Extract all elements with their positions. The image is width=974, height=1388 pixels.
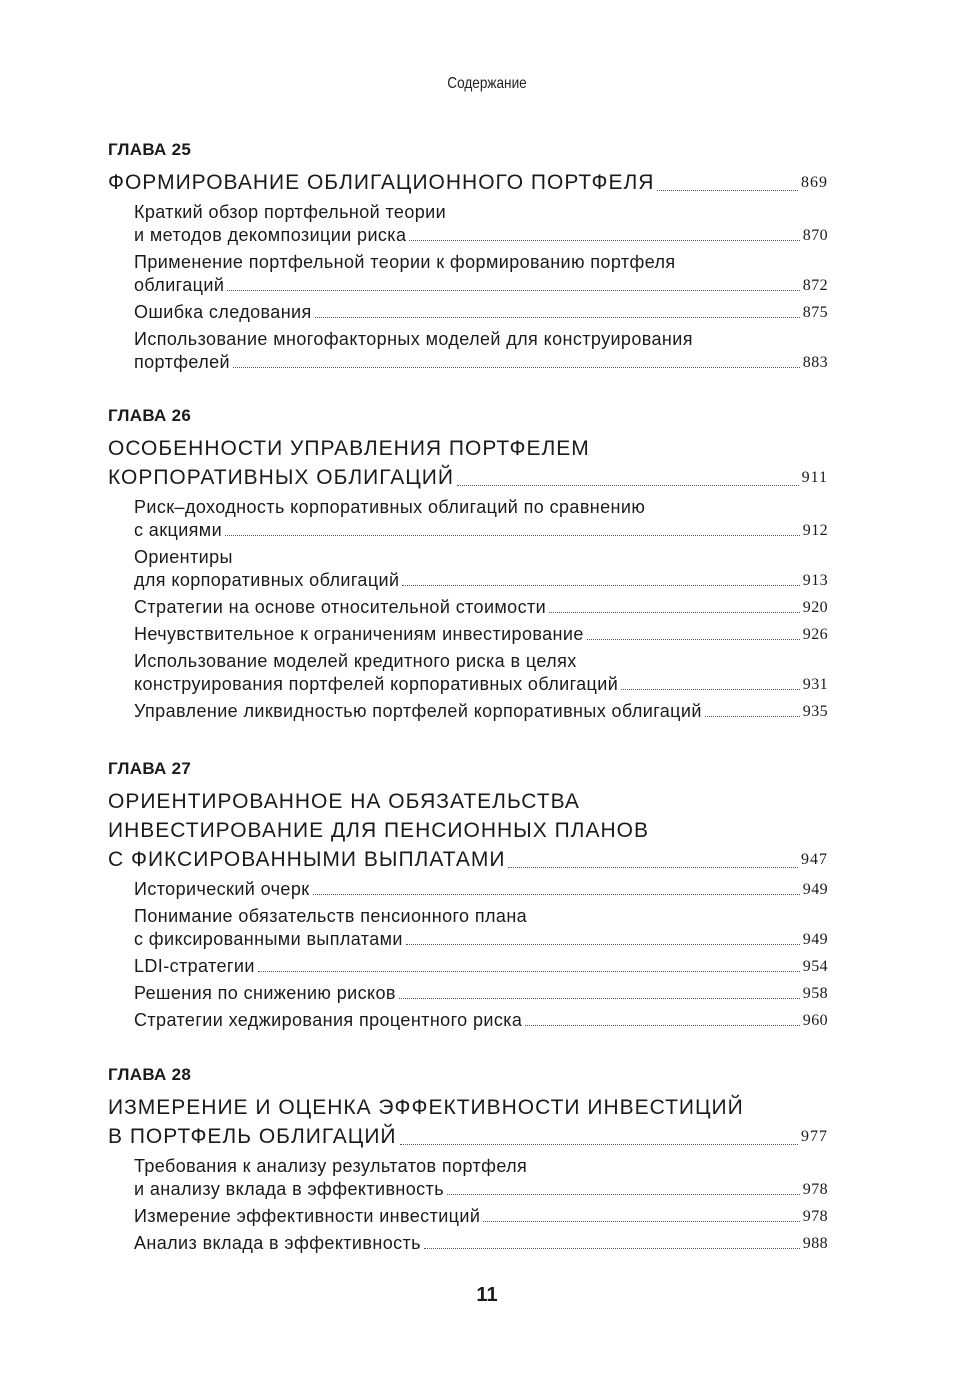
chapter-28: [108, 1065, 828, 1255]
leader-dots: [227, 290, 800, 291]
leader-dots: [315, 317, 800, 318]
section-line: портфелей: [134, 352, 231, 372]
chapter-26: [108, 406, 828, 723]
leader-dots: [233, 367, 800, 368]
section-line: для корпоративных облигаций: [134, 570, 400, 590]
page-ref: 958: [802, 985, 828, 1002]
leader-dots: [400, 1144, 798, 1145]
chapter-label: ГЛАВА 27: [108, 759, 192, 778]
section-line: Решения по снижению рисков: [134, 983, 396, 1003]
leader-dots: [587, 639, 800, 640]
page-ref: 883: [802, 354, 828, 371]
leader-dots: [399, 998, 800, 999]
chapter-title-line: ИНВЕСТИРОВАНИЕ ДЛЯ ПЕНСИОННЫХ ПЛАНОВ: [108, 819, 649, 842]
page-ref: 960: [802, 1012, 828, 1029]
section-line: Использование многофакторных моделей для конструирования: [134, 329, 693, 349]
page-ref: 931: [802, 676, 828, 693]
page-ref: 978: [802, 1181, 828, 1198]
toc-section[interactable]: [134, 546, 828, 592]
chapter-title-line: ОСОБЕННОСТИ УПРАВЛЕНИЯ ПОРТФЕЛЕМ: [108, 437, 590, 460]
chapter-title[interactable]: [108, 787, 828, 874]
chapter-title[interactable]: [108, 1093, 828, 1151]
section-line: Стратегии на основе относительной стоимости: [134, 597, 547, 617]
leader-dots: [549, 612, 800, 613]
leader-dots: [457, 485, 799, 486]
leader-dots: [258, 971, 800, 972]
section-line: Требования к анализу результатов портфеля: [134, 1156, 528, 1176]
leader-dots: [447, 1194, 800, 1195]
page-ref: 947: [801, 851, 828, 868]
page-ref: 988: [802, 1235, 828, 1252]
section-line: конструирования портфелей корпоративных облигаций: [134, 674, 619, 694]
toc-section[interactable]: [134, 201, 828, 247]
page-ref: 949: [802, 881, 828, 898]
toc-section[interactable]: [134, 700, 828, 723]
leader-dots: [424, 1248, 800, 1249]
leader-dots: [313, 894, 800, 895]
page-ref: 926: [802, 626, 828, 643]
leader-dots: [705, 716, 800, 717]
section-line: с акциями: [134, 520, 223, 540]
chapter-title-line: КОРПОРАТИВНЫХ ОБЛИГАЦИЙ: [108, 466, 454, 489]
section-line: Исторический очерк: [134, 879, 310, 899]
section-line: Использование моделей кредитного риска в целях: [134, 651, 577, 671]
leader-dots: [225, 535, 800, 536]
toc-section[interactable]: [134, 1205, 828, 1228]
page-ref: 920: [802, 599, 828, 616]
toc-section[interactable]: [134, 1009, 828, 1032]
page-ref: 978: [802, 1208, 828, 1225]
toc-section[interactable]: [134, 328, 828, 374]
leader-dots: [406, 944, 800, 945]
leader-dots: [409, 240, 799, 241]
chapter-label: ГЛАВА 28: [108, 1065, 192, 1084]
chapter-title-line: ИЗМЕРЕНИЕ И ОЦЕНКА ЭФФЕКТИВНОСТИ ИНВЕСТИЦИЙ: [108, 1096, 744, 1119]
chapter-title-line: В ПОРТФЕЛЬ ОБЛИГАЦИЙ: [108, 1125, 397, 1148]
leader-dots: [657, 190, 798, 191]
toc-section[interactable]: [134, 496, 828, 542]
running-head: Содержание: [447, 75, 527, 92]
section-line: Ориентиры: [134, 547, 233, 567]
toc-section[interactable]: [134, 982, 828, 1005]
toc-section[interactable]: [134, 596, 828, 619]
toc-section[interactable]: [134, 251, 828, 297]
toc-section[interactable]: [134, 955, 828, 978]
section-line: с фиксированными выплатами: [134, 929, 403, 949]
section-line: Применение портфельной теории к формированию портфеля: [134, 252, 676, 272]
chapter-label: ГЛАВА 25: [108, 140, 192, 159]
chapter-25: [108, 140, 828, 374]
toc-section[interactable]: [134, 623, 828, 646]
toc-section[interactable]: [134, 1232, 828, 1255]
section-line: и анализу вклада в эффективность: [134, 1179, 444, 1199]
section-line: Ошибка следования: [134, 302, 312, 322]
page-ref: 911: [801, 469, 828, 486]
chapter-label: ГЛАВА 26: [108, 406, 192, 425]
section-line: Риск–доходность корпоративных облигаций по сравнению: [134, 497, 646, 517]
page-number: 11: [476, 1284, 498, 1306]
page-ref: 875: [802, 304, 828, 321]
section-line: Измерение эффективности инвестиций: [134, 1206, 481, 1226]
section-line: Анализ вклада в эффективность: [134, 1233, 421, 1253]
page-ref: 954: [802, 958, 828, 975]
chapter-title-line: ОРИЕНТИРОВАННОЕ НА ОБЯЗАТЕЛЬСТВА: [108, 790, 580, 813]
chapter-27: [108, 759, 828, 1032]
section-line: Краткий обзор портфельной теории: [134, 202, 447, 222]
leader-dots: [508, 867, 798, 868]
page-ref: 977: [801, 1128, 828, 1145]
toc-section[interactable]: [134, 878, 828, 901]
page-ref: 869: [801, 174, 828, 191]
chapter-title-line: С ФИКСИРОВАННЫМИ ВЫПЛАТАМИ: [108, 848, 506, 871]
chapter-title[interactable]: [108, 168, 828, 197]
section-line: облигаций: [134, 275, 225, 295]
page-ref: 872: [802, 277, 828, 294]
chapter-title-line: ФОРМИРОВАНИЕ ОБЛИГАЦИОННОГО ПОРТФЕЛЯ: [108, 171, 655, 194]
leader-dots: [525, 1025, 800, 1026]
page-ref: 935: [802, 703, 828, 720]
toc-section[interactable]: [134, 1155, 828, 1201]
page-ref: 870: [802, 227, 828, 244]
section-line: Нечувствительное к ограничениям инвестирование: [134, 624, 584, 644]
toc-section[interactable]: [134, 650, 828, 696]
section-line: LDI-стратегии: [134, 956, 255, 976]
leader-dots: [621, 689, 800, 690]
section-line: и методов декомпозиции риска: [134, 225, 407, 245]
toc-section[interactable]: [134, 905, 828, 951]
page-ref: 949: [802, 931, 828, 948]
page-ref: 913: [802, 572, 828, 589]
leader-dots: [402, 585, 799, 586]
leader-dots: [483, 1221, 800, 1222]
chapter-title[interactable]: [108, 434, 828, 492]
page-ref: 912: [802, 522, 828, 539]
section-line: Управление ликвидностью портфелей корпоративных облигаций: [134, 701, 702, 721]
section-line: Стратегии хеджирования процентного риска: [134, 1010, 523, 1030]
section-line: Понимание обязательств пенсионного плана: [134, 906, 528, 926]
toc-section[interactable]: [134, 301, 828, 324]
